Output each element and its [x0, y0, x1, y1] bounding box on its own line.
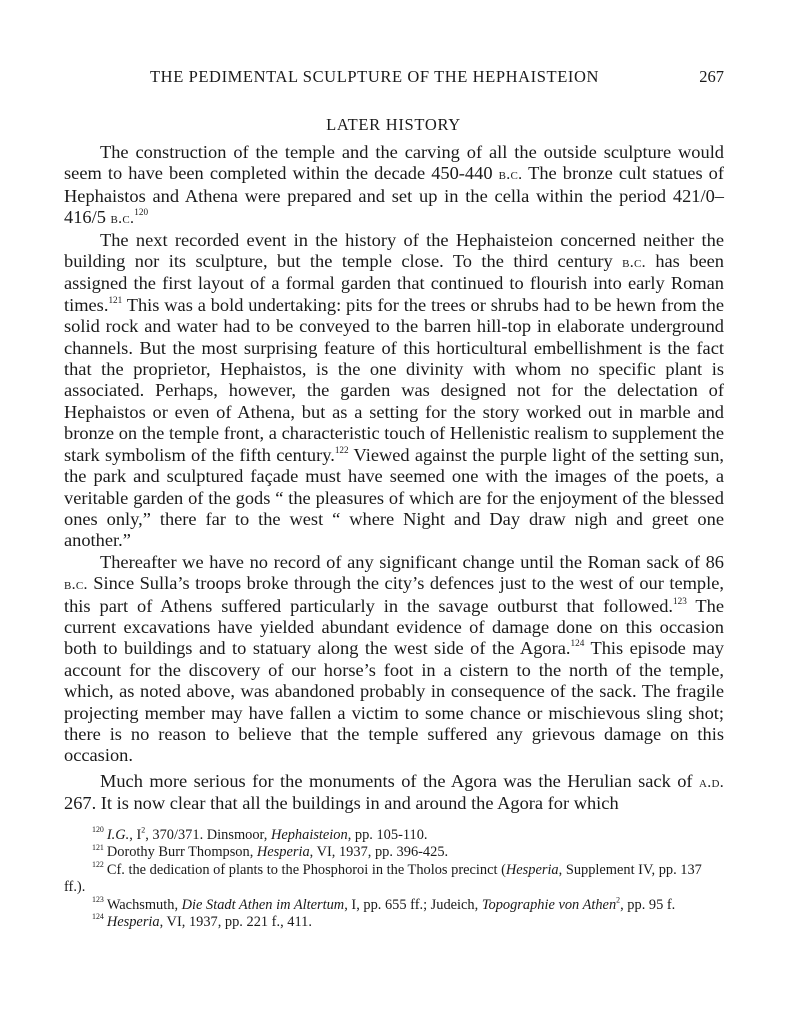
- text-run: The bronze cult statues of Hephaistos and Athena were prepared and set up in the cella within the period 421/0–416/5: [64, 163, 725, 228]
- text-run: , VI, 1937, pp. 221 f., 411.: [159, 914, 312, 931]
- text-run: Hesperia: [256, 844, 310, 861]
- text-run: , I: [129, 827, 142, 843]
- text-run: Hephaisteion: [270, 827, 348, 843]
- text-run: Thereafter we have no record of any significant change until the Roman sack of 86: [100, 551, 724, 572]
- footnote-ref-120[interactable]: 120: [134, 207, 149, 218]
- running-head: [64, 67, 724, 91]
- footnote-122: [64, 862, 724, 897]
- text-run: , pp. 105-110.: [347, 827, 428, 843]
- paragraph-4: [64, 771, 724, 815]
- paragraph-3: [64, 552, 724, 767]
- footnote-121: [64, 844, 724, 861]
- era-abbreviation: b.c.: [498, 166, 523, 184]
- text-run: This was a bold undertaking: pits for the trees or shrubs had to be hewn from the solid rock and water had to be conveyed to the barren hill-top in elaborate underground channels. But the most surprising feature of this horticultural embellishment is the fact that the proprietor, Hephaistos, is the one divinity with whom no specific plant is associated. Perhaps, however, the garden was designed not for the delectation of Hephaistos or even of Athena, but as a setting for the story worked out in marble and bronze on the temple front, a characteristic touch of Hellenistic realism to supplement the stark symbolism of the fifth century.: [64, 294, 724, 465]
- footnote-number: 122: [92, 860, 104, 870]
- paragraph-1: [64, 142, 724, 230]
- text-run: Topographie von Athen: [481, 896, 617, 913]
- era-abbreviation: b.c.: [622, 254, 646, 272]
- page-number: 267: [699, 67, 724, 86]
- text-run: Viewed against the purple light of the setting sun, the park and sculptured façade must have seemed one with the images of the poets, a veritable garden of the gods “ the pleasures of which are for the enjoyment of the blessed ones only,” there far to the west “ where Night and Day draw nigh and greet one another.”: [64, 444, 724, 551]
- era-abbreviation: b.c.: [64, 576, 88, 594]
- text-run: The construction of the temple and the carving of all the outside sculpture would seem to have been completed within the decade 450-440: [64, 142, 724, 184]
- text-run: Dorothy Burr Thompson,: [106, 844, 257, 861]
- text-run: The next recorded event in the history of the Hephaisteion concerned neither the building nor its sculpture, but the temple close. To the third century: [64, 229, 724, 272]
- text-run: , pp. 95 f.: [620, 896, 676, 913]
- text-run: 267. It is now clear that all the buildings in and around the Agora for which: [64, 793, 619, 814]
- text-run: Much more serious for the monuments of the Agora was the Herulian sack of: [100, 770, 699, 791]
- era-abbreviation: a.d.: [699, 773, 724, 791]
- running-head-title: THE PEDIMENTAL SCULPTURE OF THE HEPHAISTEION: [150, 67, 600, 86]
- text-run: Since Sulla’s troops broke through the city’s defences just to the west of our temple, this part of Athens suffered particularly in the savage outburst that followed.: [64, 573, 724, 616]
- era-abbreviation: b.c.: [110, 210, 135, 228]
- text-run: This episode may account for the discovery of our horse’s foot in a cistern to the north of the temple, which, as noted above, was abandoned probably in consequence of the sack. The fragile projecting member may have fallen a victim to some chance or mischievous sling shot; there is no reason to believe that the temple suffered any grievous damage on this occasion.: [64, 638, 724, 766]
- text-run: has been assigned the first layout of a formal garden that continued to flourish into early Roman times.: [64, 251, 724, 315]
- section-title: LATER HISTORY: [326, 115, 461, 134]
- text-run: Die Stadt Athen im Altertum: [181, 896, 345, 913]
- text-run: Cf. the dedication of plants to the Phosphoroi in the Tholos precinct (: [106, 861, 506, 878]
- text-run: I.G.: [106, 827, 130, 843]
- footnote-number: 120: [92, 825, 104, 835]
- footnote-120: [64, 827, 724, 844]
- footnote-ref-122[interactable]: 122: [334, 444, 349, 455]
- superscript: 2: [141, 825, 146, 835]
- text-run: Hesperia: [106, 914, 160, 931]
- paragraph-2: [64, 230, 724, 552]
- footnote-number: 123: [92, 894, 104, 904]
- footnote-124: [64, 914, 724, 931]
- text-run: , 370/371. Dinsmoor,: [145, 827, 271, 843]
- footnote-ref-124[interactable]: 124: [570, 638, 585, 649]
- text-run: , Supplement IV, pp. 137 ff.).: [64, 861, 702, 896]
- footnotes: [64, 827, 724, 931]
- text-run: , I, pp. 655 ff.; Judeich,: [344, 896, 482, 913]
- footnote-number: 121: [92, 842, 104, 852]
- footnote-123: [64, 894, 724, 914]
- text-run: Wachsmuth,: [106, 896, 182, 913]
- text-run: The current excavations have yielded abundant evidence of damage done on this occasion both to buildings and to statuary along the west side of the Agora.: [64, 595, 725, 659]
- body-text: [64, 142, 724, 815]
- text-run: Hesperia: [505, 861, 559, 878]
- superscript: 2: [616, 894, 621, 904]
- footnote-ref-121[interactable]: 121: [108, 295, 123, 306]
- footnote-number: 124: [92, 912, 104, 922]
- text-run: , VI, 1937, pp. 396-425.: [309, 844, 449, 861]
- footnote-ref-123[interactable]: 123: [673, 595, 687, 606]
